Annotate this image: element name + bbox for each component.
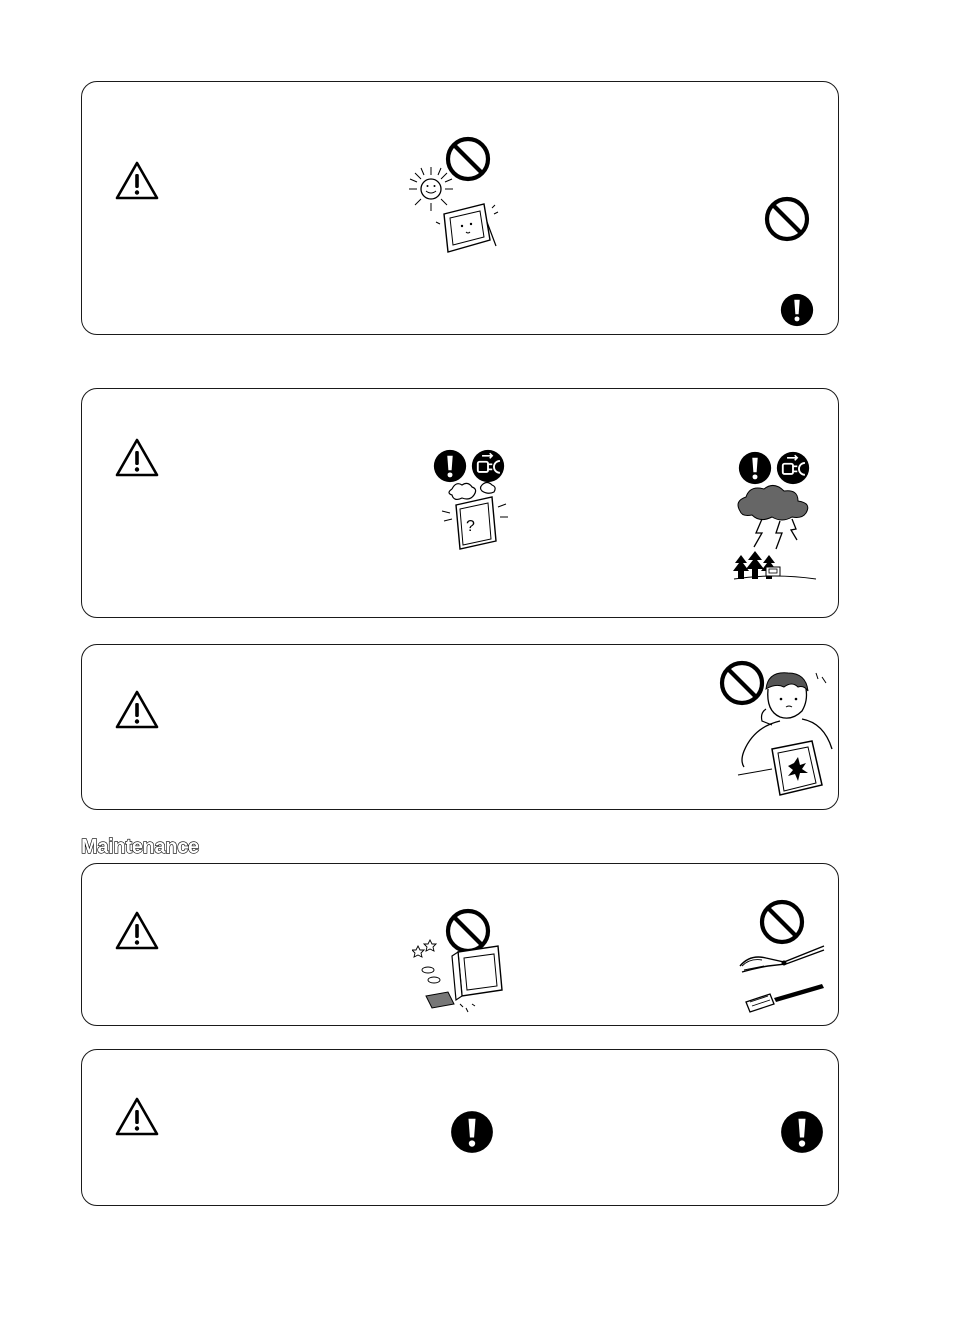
- warning-triangle-icon: [114, 910, 160, 952]
- mandatory-action-icon: [780, 293, 814, 327]
- unplug-icon: [471, 449, 505, 483]
- caution-panel-broken-glass: [81, 644, 839, 810]
- warning-triangle-icon: [114, 160, 160, 202]
- mandatory-action-icon: [450, 1110, 494, 1154]
- mandatory-action-icon: [780, 1110, 824, 1154]
- prohibition-icon: [758, 898, 806, 946]
- disassembled-frame-illustration: [412, 938, 508, 1018]
- caution-panel-smoke-lightning: [81, 388, 839, 618]
- maintenance-section-title: Maintenance: [81, 836, 199, 858]
- person-broken-frame-illustration: [736, 669, 836, 799]
- thunderstorm-illustration: [732, 483, 818, 581]
- sun-on-frame-illustration: [404, 164, 500, 254]
- prohibition-icon: [763, 195, 811, 243]
- warning-triangle-icon: [114, 1096, 160, 1138]
- svg-text:?: ?: [466, 518, 475, 535]
- warning-triangle-icon: [114, 437, 160, 479]
- mandatory-action-icon: [433, 449, 467, 483]
- mandatory-action-icon: [738, 451, 772, 485]
- pliers-screwdriver-illustration: [738, 944, 828, 1016]
- maintenance-panel-disassembly: [81, 863, 839, 1026]
- smoking-frame-illustration: [438, 481, 510, 551]
- unplug-icon: [776, 451, 810, 485]
- caution-panel-sunlight: [81, 81, 839, 335]
- warning-triangle-icon: [114, 689, 160, 731]
- maintenance-panel-mandatory: [81, 1049, 839, 1206]
